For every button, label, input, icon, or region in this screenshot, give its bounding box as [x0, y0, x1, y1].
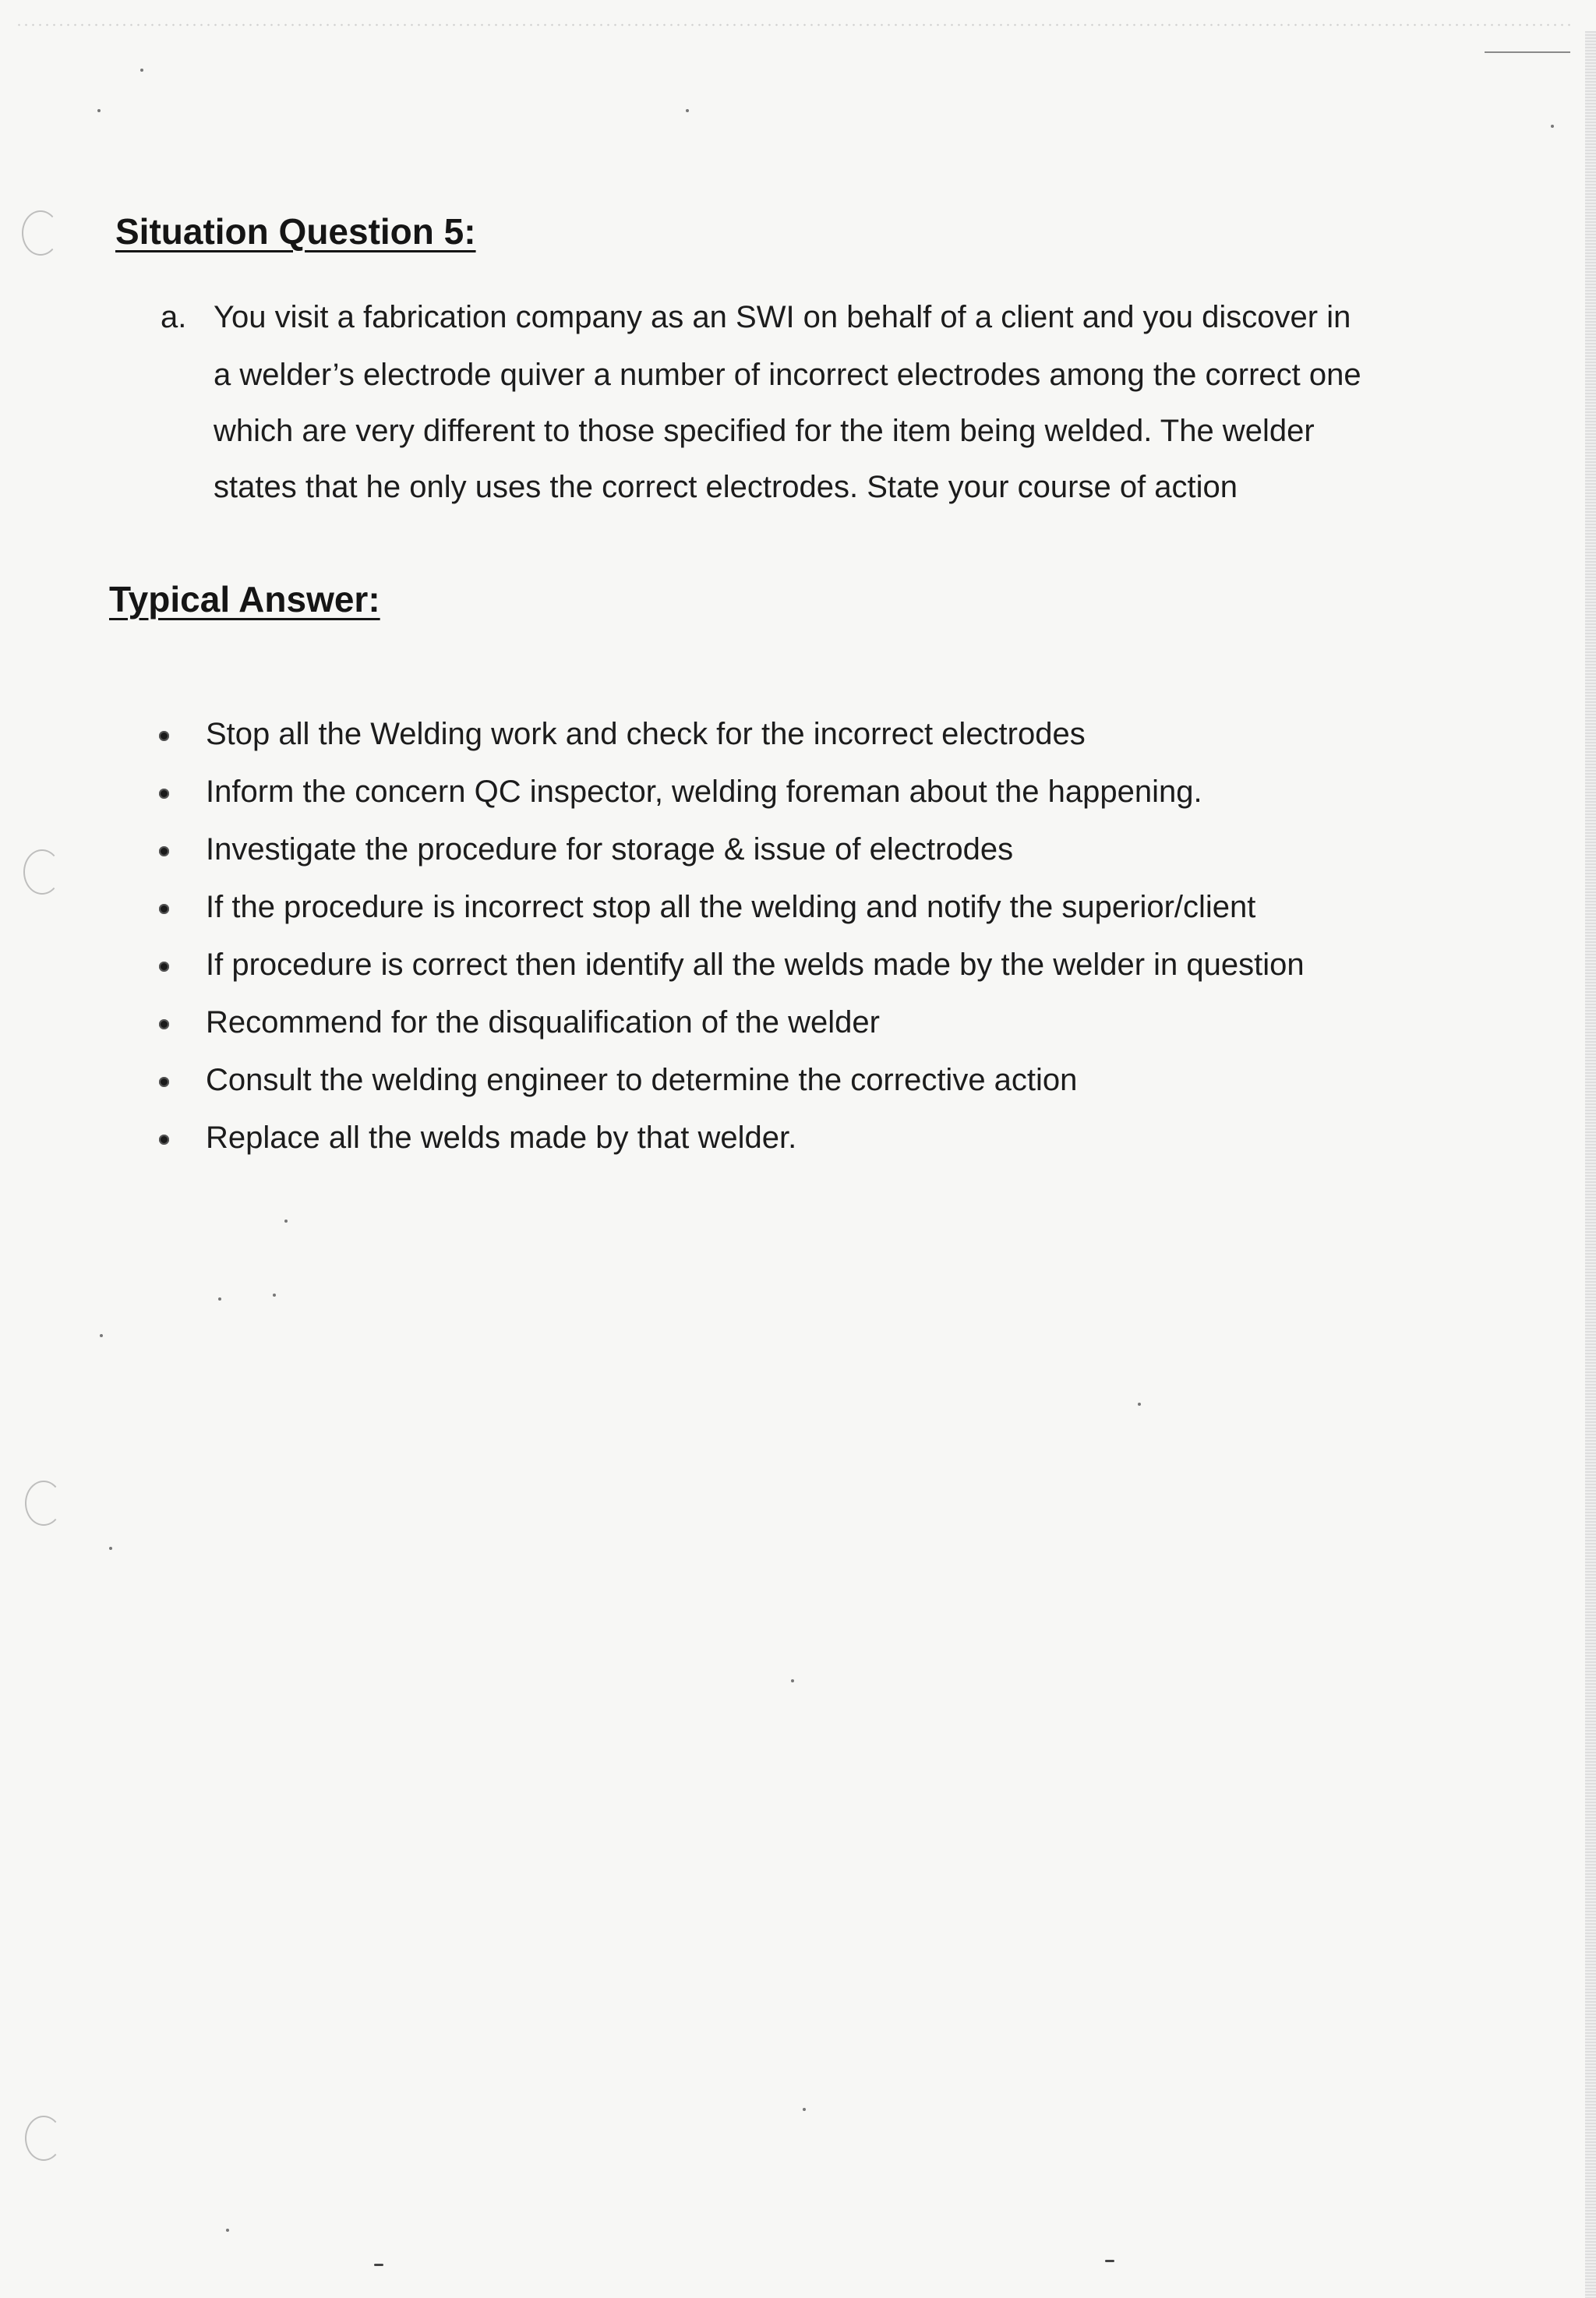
scan-edge-shadow	[1585, 31, 1596, 2298]
scan-rule-mark	[1485, 51, 1570, 53]
answer-item-text: If procedure is correct then identify all the welds made by the welder in question	[206, 948, 1305, 982]
scan-speck	[226, 2229, 229, 2232]
answer-item-text: Replace all the welds made by that welder.	[206, 1121, 797, 1155]
punch-hole-mark	[25, 1481, 62, 1526]
bullet-icon	[159, 1077, 169, 1087]
scan-dash	[374, 2264, 383, 2266]
answer-heading: Typical Answer:	[109, 579, 380, 620]
scan-speck	[1551, 125, 1554, 128]
bullet-icon	[159, 846, 169, 856]
scan-speck	[100, 1334, 103, 1337]
scan-speck	[97, 109, 101, 112]
answer-item-text: If the procedure is incorrect stop all the welding and notify the superior/client	[206, 890, 1256, 924]
answer-item-text: Consult the welding engineer to determine the corrective action	[206, 1063, 1078, 1097]
answer-item-text: Inform the concern QC inspector, welding foreman about the happening.	[206, 775, 1202, 809]
question-line: a welder’s electrode quiver a number of incorrect electrodes among the correct one	[214, 358, 1361, 392]
answer-item-text: Investigate the procedure for storage & issue of electrodes	[206, 832, 1014, 867]
bullet-icon	[159, 1135, 169, 1145]
scan-speck	[284, 1220, 288, 1223]
scan-speck	[218, 1297, 221, 1301]
question-marker: a.	[161, 300, 187, 334]
scan-speck	[273, 1294, 276, 1297]
scan-speck	[803, 2108, 806, 2111]
question-line: which are very different to those specified for the item being welded. The welder	[214, 414, 1315, 448]
scan-speck	[140, 69, 143, 72]
scan-speck	[1138, 1403, 1141, 1406]
punch-hole-mark	[22, 210, 59, 256]
punch-hole-mark	[23, 849, 61, 895]
answer-item-text: Recommend for the disqualification of the welder	[206, 1005, 880, 1040]
question-heading: Situation Question 5:	[115, 211, 476, 252]
scan-speck	[109, 1547, 112, 1550]
question-line: You visit a fabrication company as an SWI on behalf of a client and you discover in	[214, 300, 1351, 334]
question-line: states that he only uses the correct electrodes. State your course of action	[214, 470, 1238, 504]
bullet-icon	[159, 731, 169, 741]
scan-noise-top	[16, 23, 1574, 26]
punch-hole-mark	[25, 2116, 62, 2161]
bullet-icon	[159, 789, 169, 799]
scan-dash	[1105, 2260, 1114, 2262]
bullet-icon	[159, 962, 169, 972]
scan-speck	[686, 109, 689, 112]
bullet-icon	[159, 904, 169, 914]
scan-speck	[791, 1679, 794, 1682]
answer-item-text: Stop all the Welding work and check for the incorrect electrodes	[206, 717, 1086, 751]
bullet-icon	[159, 1019, 169, 1029]
